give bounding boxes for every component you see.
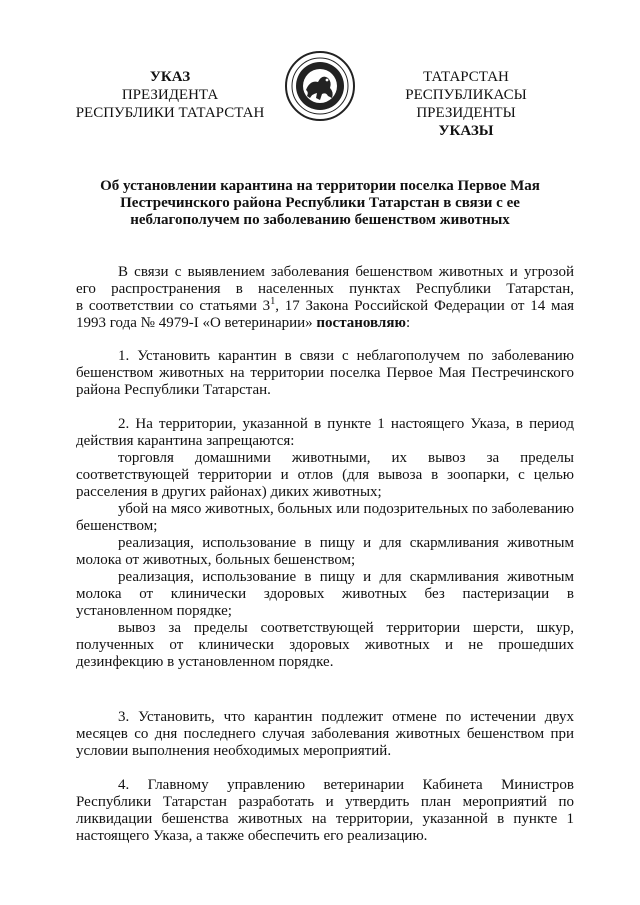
header-right-line-3: УКАЗЫ <box>438 123 494 139</box>
prohibition-item-line: полученных от клинически здоровых животных и не прошедших <box>76 637 574 653</box>
point-4-line: настоящего Указа, а также обеспечить его реализацию. <box>76 828 428 844</box>
prohibition-item-line: реализация, использование в пищу и для скармливания животным <box>118 535 574 551</box>
point-2-line: 2. На территории, указанной в пункте 1 настоящего Указа, в период <box>118 416 574 432</box>
title-line: Об установлении карантина на территории поселка Первое Мая <box>100 178 540 194</box>
prohibition-item-line: молока от клинически здоровых животных без пастеризации в <box>76 586 574 602</box>
point-4-line: Республики Татарстан разработать и утвердить план мероприятий по <box>76 794 574 810</box>
preamble-line <box>76 315 574 332</box>
prohibition-item-line: вывоз за пределы соответствующей территории шерсти, шкур, <box>118 620 574 636</box>
point-1-line: 1. Установить карантин в связи с неблагополучем по заболеванию <box>118 348 574 364</box>
preamble-text: 1993 года № 4979-I «О ветеринарии» <box>76 315 317 331</box>
prohibition-item-line: бешенством; <box>76 518 158 534</box>
prohibition-item-line: расселения в других районах) диких животных; <box>76 484 382 500</box>
point-3-line: месяцев со дня последнего случая заболевания животных бешенством при <box>76 726 574 742</box>
point-1-line: района Республики Татарстан. <box>76 382 271 398</box>
preamble-line: В связи с выявлением заболевания бешенством животных и угрозой <box>118 264 574 280</box>
resolve-word: постановляю <box>316 315 406 331</box>
prohibition-item-line: установленном порядке; <box>76 603 232 619</box>
coat-of-arms-seal-icon <box>284 50 356 122</box>
title-line: неблагополучем по заболеванию бешенством животных <box>130 212 510 228</box>
header-left-line-2: ПРЕЗИДЕНТА <box>121 87 219 103</box>
header-left-line-3: РЕСПУБЛИКИ ТАТАРСТАН <box>75 105 265 121</box>
header-right-line-1: ТАТАРСТАН РЕСПУБЛИКАСЫ <box>405 69 527 103</box>
article-superscript: 1 <box>270 296 276 307</box>
point-4-paragraph <box>76 777 574 845</box>
point-2-paragraph <box>76 416 574 671</box>
point-1-paragraph <box>76 348 574 399</box>
point-3-line: 3. Установить, что карантин подлежит отмене по истечении двух <box>118 709 574 725</box>
point-4-line: ликвидации бешенства животных на территории, указанной в пункте 1 <box>76 811 574 827</box>
point-3-line: условии выполнения необходимых мероприятий. <box>76 743 392 759</box>
prohibition-item-line: убой на мясо животных, больных или подозрительных по заболеванию <box>118 501 574 517</box>
prohibition-item-line: реализация, использование в пищу и для скармливания животным <box>118 569 574 585</box>
preamble-text: , 17 Закона Российской Федерации от 14 мая <box>275 298 574 314</box>
title-line: Пестречинского района Республики Татарстан в связи с ее <box>120 195 520 211</box>
prohibition-item-line: дезинфекцию в установленном порядке. <box>76 654 334 670</box>
header-right <box>362 68 570 140</box>
prohibition-item-line: молока от животных, больных бешенством; <box>76 552 356 568</box>
decree-title <box>80 178 560 229</box>
header-left-line-1: УКАЗ <box>149 69 191 85</box>
preamble-line <box>76 298 574 315</box>
prohibition-item-line: соответствующей территории и отлов (для вывоза в зоопарки, с целью <box>76 467 574 483</box>
preamble-paragraph <box>76 264 574 332</box>
header-right-line-2: ПРЕЗИДЕНТЫ <box>416 105 516 121</box>
preamble-text: : <box>405 315 411 331</box>
prohibition-item-line: торговля домашними животными, их вывоз за пределы <box>118 450 574 466</box>
point-2-line: действия карантина запрещаются: <box>76 433 295 449</box>
preamble-text: в соответствии со статьями 3 <box>76 298 271 314</box>
point-1-line: бешенством животных на территории поселка Первое Мая Пестречинского <box>76 365 574 381</box>
point-3-paragraph <box>76 709 574 760</box>
header-left <box>70 68 270 122</box>
preamble-line: его распространения в населенных пунктах Республики Татарстан, <box>76 281 574 297</box>
point-4-line: 4. Главному управлению ветеринарии Кабинета Министров <box>118 777 574 793</box>
